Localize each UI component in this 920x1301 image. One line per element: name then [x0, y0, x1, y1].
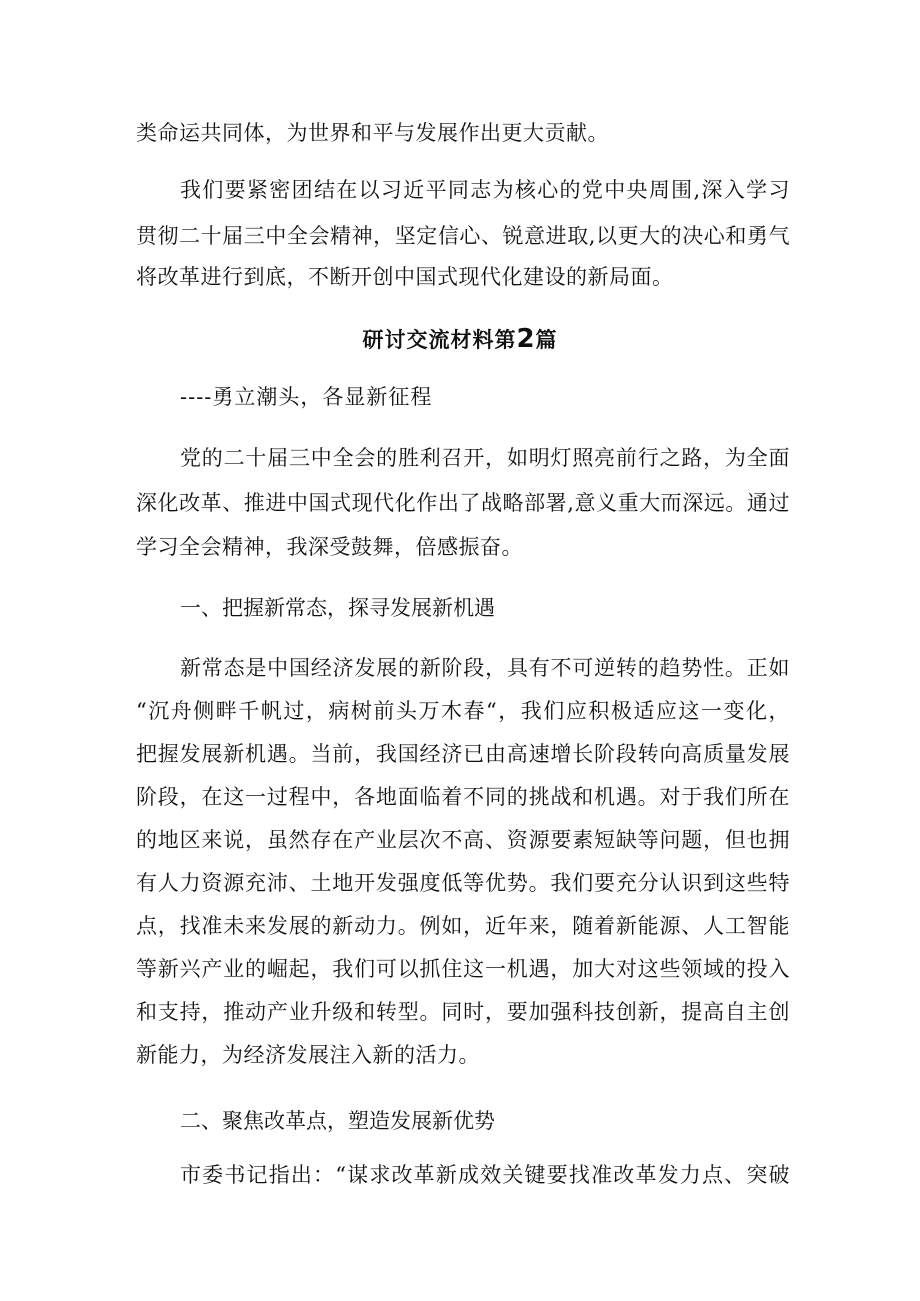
paragraph-line: 我们要紧密团结在以习近平同志为核心的党中央周围,深入学习 — [180, 178, 790, 202]
paragraph-line: 类命运共同体，为世界和平与发展作出更大贡献。 — [136, 121, 609, 145]
paragraph-line: 新能力，为经济发展注入新的活力。 — [136, 1043, 480, 1067]
paragraph-line: 等新兴产业的崛起，我们可以抓住这一机遇，加大对这些领域的投入 — [136, 957, 790, 981]
section-title-number: 2 — [516, 324, 536, 354]
paragraph-line: 将改革进行到底，不断开创中国式现代化建设的新局面。 — [136, 265, 674, 289]
paragraph-line: “沉舟侧畔千帆过，病树前头万木春“，我们应积极适应这一变化， — [136, 699, 790, 723]
paragraph-line: 和支持，推动产业升级和转型。同时，要加强科技创新，提高自主创 — [136, 1000, 790, 1024]
paragraph-line: 点，找准未来发展的新动力。例如，近年来，随着新能源、人工智能 — [136, 914, 790, 938]
paragraph-line: 把握发展新机遇。当前，我国经济已由高速增长阶段转向高质量发展 — [136, 742, 790, 766]
heading-1: 一、把握新常态，探寻发展新机遇 — [180, 596, 495, 620]
heading-2: 二、聚焦改革点，塑造发展新优势 — [180, 1109, 495, 1133]
paragraph-line: 有人力资源充沛、土地开发强度低等优势。我们要充分认识到这些特 — [136, 871, 790, 895]
paragraph-line: 党的二十届三中全会的胜利召开，如明灯照亮前行之路，为全面 — [180, 446, 790, 470]
section-title-suffix: 篇 — [535, 327, 558, 352]
paragraph-line: 新常态是中国经济发展的新阶段，具有不可逆转的趋势性。正如 — [180, 656, 790, 680]
paragraph-line: 市委书记指出：“谋求改革新成效关键要找准改革发力点、突破 — [180, 1163, 790, 1187]
paragraph-line: 的地区来说，虽然存在产业层次不高、资源要素短缺等问题，但也拥 — [136, 828, 790, 852]
paragraph-line: 阶段，在这一过程中，各地面临着不同的挑战和机遇。对于我们所在 — [136, 785, 790, 809]
section-title-text: 研讨交流材料第 — [362, 327, 517, 352]
subtitle: ----勇立潮头，各显新征程 — [180, 385, 433, 409]
paragraph-line: 学习全会精神，我深受鼓舞，倍感振奋。 — [136, 535, 523, 559]
paragraph-line: 贯彻二十届三中全会精神，坚定信心、锐意进取,以更大的决心和勇气 — [136, 224, 790, 248]
section-title — [0, 324, 920, 355]
paragraph-line: 深化改革、推进中国式现代化作出了战略部署,意义重大而深远。通过 — [136, 491, 790, 515]
